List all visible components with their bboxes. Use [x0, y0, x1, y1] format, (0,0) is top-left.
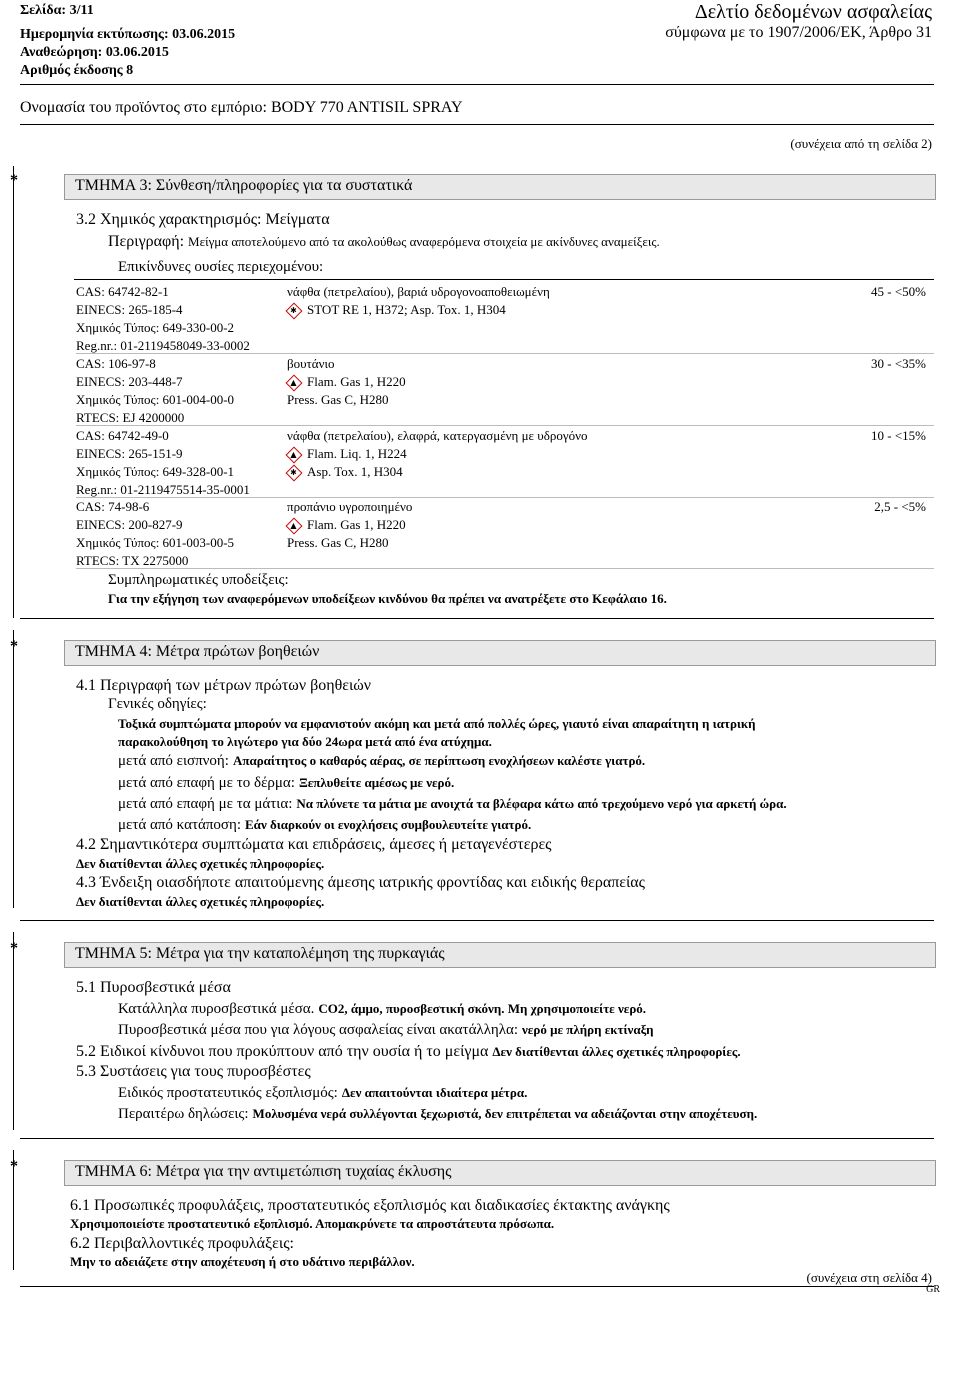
- concentration: 30 - <35%: [871, 356, 926, 371]
- header-rule: [20, 84, 934, 85]
- section-5-title: ΤΜΗΜΑ 5: Μέτρα για την καταπολέμηση της πυρκαγιάς: [75, 945, 445, 962]
- table-top-rule: [74, 279, 934, 280]
- page-number: Σελίδα: 3/11: [20, 3, 94, 18]
- substance-ids: CAS: 74-98-6 EINECS: 200-827-9 Χημικός Τύπος: 601-003-00-5 RTECS: TX 2275000: [76, 499, 235, 568]
- section-6-2-heading: 6.2 Περιβαλλοντικές προφυλάξεις:: [70, 1235, 294, 1252]
- eye-label: μετά από επαφή με τα μάτια:: [118, 796, 293, 812]
- flame-icon: ▲: [287, 376, 300, 389]
- inhalation-row: [118, 752, 645, 770]
- skin-row: [118, 774, 454, 792]
- suitable-text: CO2, άμμο, πυροσβεστική σκόνη. Μη χρησιμοποιείτε νερό.: [318, 1001, 647, 1016]
- ppe-text: Δεν απαιτούνται ιδιαίτερα μέτρα.: [341, 1085, 528, 1100]
- hazard-class: Flam. Gas 1, H220: [307, 374, 406, 389]
- further-label: Περαιτέρω δηλώσεις:: [118, 1106, 249, 1122]
- unsuitable-text: νερό με πλήρη εκτίναξη: [522, 1022, 654, 1037]
- row-divider: [76, 568, 934, 569]
- unsuitable-label: Πυροσβεστικά μέσα που για λόγους ασφαλείας είναι ακατάλληλα:: [118, 1022, 518, 1038]
- inhalation-label: μετά από εισπνοή:: [118, 753, 229, 769]
- section-5-2-row: [76, 1043, 741, 1061]
- flame-icon: ▲: [287, 519, 300, 532]
- change-marker-line: [13, 630, 14, 908]
- suitable-label: Κατάλληλα πυροσβεστικά μέσα.: [118, 1001, 315, 1017]
- change-star: *: [10, 940, 18, 957]
- section-4-header: [64, 640, 936, 666]
- footer-rule: [20, 1286, 934, 1287]
- supplementary-heading: Συμπληρωματικές υποδείξεις:: [108, 572, 289, 588]
- concentration: 45 - <50%: [871, 284, 926, 299]
- description-label: Περιγραφή:: [108, 233, 185, 250]
- section-6-title: ΤΜΗΜΑ 6: Μέτρα για την αντιμετώπιση τυχαίας έκλυσης: [75, 1163, 452, 1180]
- ppe-row: [118, 1084, 527, 1102]
- description-text: Μείγμα αποτελούμενο από τα ακολούθως αναφερόμενα στοιχεία με ακίνδυνες αναμείξεις.: [188, 234, 660, 249]
- section-6-2-text: Μην το αδειάζετε στην αποχέτευση ή στο υδάτινο περιβάλλον.: [70, 1254, 415, 1269]
- concentration: 10 - <15%: [871, 428, 926, 443]
- section-rule: [20, 618, 934, 619]
- further-info-row: [118, 1105, 757, 1123]
- change-star: *: [10, 638, 18, 655]
- substance-name: βουτάνιο: [287, 356, 335, 371]
- section-3-title: ΤΜΗΜΑ 3: Σύνθεση/πληροφορίες για τα συστατικά: [75, 177, 413, 194]
- section-4-2-heading: 4.2 Σημαντικότερα συμπτώματα και επιδράσεις, άμεσες ή μεταγενέστερες: [76, 836, 552, 853]
- section-6-1-heading: 6.1 Προσωπικές προφυλάξεις, προστατευτικός εξοπλισμός και διαδικασίες έκτακτης ανάγκης: [70, 1197, 670, 1214]
- section-4-3-text: Δεν διατίθενται άλλες σχετικές πληροφορίες.: [76, 894, 325, 909]
- general-text-1: Τοξικά συμπτώματα μπορούν να εμφανιστούν ακόμη και μετά από πολλές ώρες, γιαυτό είναι απαραίτητη η ιατρική: [118, 716, 756, 731]
- substance-ids: CAS: 64742-49-0 EINECS: 265-151-9 Χημικός Τύπος: 649-328-00-1 Reg.nr.: 01-2119475514-35-0001: [76, 428, 250, 497]
- section-6-1-text: Χρησιμοποιείστε προστατευτικό εξοπλισμό. Απομακρύνετε τα απροστάτευτα πρόσωπα.: [70, 1216, 555, 1231]
- section-4-1-heading: 4.1 Περιγραφή των μέτρων πρώτων βοηθειών: [76, 677, 372, 694]
- section-5-3-heading: 5.3 Συστάσεις για τους πυροσβέστες: [76, 1063, 311, 1080]
- general-text-2: παρακολούθηση το λιγώτερο για δύο 24ωρα μετά από ένα ατύχημα.: [118, 734, 492, 749]
- health-hazard-icon: ✱: [287, 304, 300, 317]
- hazard-class: STOT RE 1, H372; Asp. Tox. 1, H304: [307, 302, 506, 317]
- section-rule: [20, 1138, 934, 1139]
- section-3-header: [64, 174, 936, 200]
- flame-icon: ▲: [287, 448, 300, 461]
- substance-name: νάφθα (πετρελαίου), βαριά υδρογονοαποθειωμένη: [287, 284, 550, 299]
- doc-title: Δελτίο δεδομένων ασφαλείας: [694, 1, 932, 23]
- section-5-1-heading: 5.1 Πυροσβεστικά μέσα: [76, 979, 231, 996]
- section-5-2-text: Δεν διατίθενται άλλες σχετικές πληροφορίες.: [492, 1044, 741, 1059]
- eye-text: Να πλύνετε τα μάτια με ανοιχτά τα βλέφαρα κάτω από τρεχούμενο νερό για αρκετή ώρα.: [296, 796, 787, 811]
- ingestion-text: Εάν διαρκούν οι ενοχλήσεις συμβουλευτείτε γιατρό.: [245, 817, 532, 832]
- continued-from: (συνέχεια από τη σελίδα 2): [790, 136, 932, 151]
- change-star: *: [10, 1158, 18, 1175]
- eye-row: [118, 795, 787, 813]
- substance-ids: CAS: 106-97-8 EINECS: 203-448-7 Χημικός Τύπος: 601-004-00-0 RTECS: EJ 4200000: [76, 356, 235, 425]
- ingestion-label: μετά από κατάποση:: [118, 817, 242, 833]
- version-number: Αριθμός έκδοσης 8: [20, 63, 134, 78]
- product-rule: [20, 124, 934, 125]
- unsuitable-media-row: [118, 1021, 653, 1039]
- ppe-label: Ειδικός προστατευτικός εξοπλισμός:: [118, 1085, 338, 1101]
- hazard-class: Flam. Liq. 1, H224: [307, 446, 407, 461]
- section-4-2-text: Δεν διατίθενται άλλες σχετικές πληροφορίες.: [76, 856, 325, 871]
- section-5-header: [64, 942, 936, 968]
- doc-subtitle: σύμφωνα με το 1907/2006/ΕΚ, Άρθρο 31: [665, 24, 932, 41]
- section-4-3-heading: 4.3 Ένδειξη οιασδήποτε απαιτούμενης άμεσης ιατρικής φροντίδας και ειδικής θεραπείας: [76, 874, 646, 891]
- row-divider: [76, 353, 934, 354]
- hazard-class: Asp. Tox. 1, H304: [307, 464, 403, 479]
- health-hazard-icon: ✱: [287, 466, 300, 479]
- ingestion-row: [118, 816, 531, 834]
- section-6-header: [64, 1160, 936, 1186]
- general-label: Γενικές οδηγίες:: [108, 696, 207, 712]
- supplementary-text: Για την εξήγηση των αναφερόμενων υποδείξεων κινδύνου θα πρέπει να ανατρέξετε στο Κεφάλαιο 16.: [108, 591, 667, 606]
- print-date: Ημερομηνία εκτύπωσης: 03.06.2015: [20, 27, 236, 42]
- change-star: *: [10, 172, 18, 189]
- change-marker-line: [13, 166, 14, 618]
- description-row: [108, 233, 660, 251]
- change-marker-line: [13, 932, 14, 1130]
- section-5-2-heading: 5.2 Ειδικοί κίνδυνοι που προκύπτουν από την ουσία ή το μείγμα: [76, 1043, 489, 1060]
- row-divider: [76, 425, 934, 426]
- skin-label: μετά από επαφή με το δέρμα:: [118, 775, 295, 791]
- substance-name: νάφθα (πετρελαίου), ελαφρά, κατεργασμένη με υδρογόνο: [287, 428, 588, 443]
- hazard-class: Press. Gas C, H280: [287, 392, 389, 407]
- revision-date: Αναθεώρηση: 03.06.2015: [20, 45, 169, 60]
- substance-name: προπάνιο υγροποιημένο: [287, 499, 413, 514]
- language-code: GR: [926, 1284, 940, 1295]
- substance-ids: CAS: 64742-82-1 EINECS: 265-185-4 Χημικός Τύπος: 649-330-00-2 Reg.nr.: 01-2119458049-33-0002: [76, 284, 250, 353]
- continued-to: (συνέχεια στη σελίδα 4): [806, 1270, 932, 1285]
- hazard-class: Press. Gas C, H280: [287, 535, 389, 550]
- section-4-title: ΤΜΗΜΑ 4: Μέτρα πρώτων βοηθειών: [75, 643, 320, 660]
- section-rule: [20, 920, 934, 921]
- hazard-class: Flam. Gas 1, H220: [307, 517, 406, 532]
- further-text: Μολυσμένα νερά συλλέγονται ξεχωριστά, δεν επιτρέπεται να αδειάζονται στην αποχέτευση.: [252, 1106, 758, 1121]
- product-name: Ονομασία του προϊόντος στο εμπόριο: BODY 770 ANTISIL SPRAY: [20, 99, 463, 116]
- concentration: 2,5 - <5%: [874, 499, 926, 514]
- hazard-substances-heading: Επικίνδυνες ουσίες περιεχομένου:: [118, 259, 324, 275]
- suitable-media-row: [118, 1000, 646, 1018]
- section-3-2-heading: 3.2 Χημικός χαρακτηρισμός: Μείγματα: [76, 211, 330, 228]
- inhalation-text: Απαραίτητος ο καθαρός αέρας, σε περίπτωση ενοχλήσεων καλέστε γιατρό.: [232, 753, 646, 768]
- skin-text: Ξεπλυθείτε αμέσως με νερό.: [298, 775, 455, 790]
